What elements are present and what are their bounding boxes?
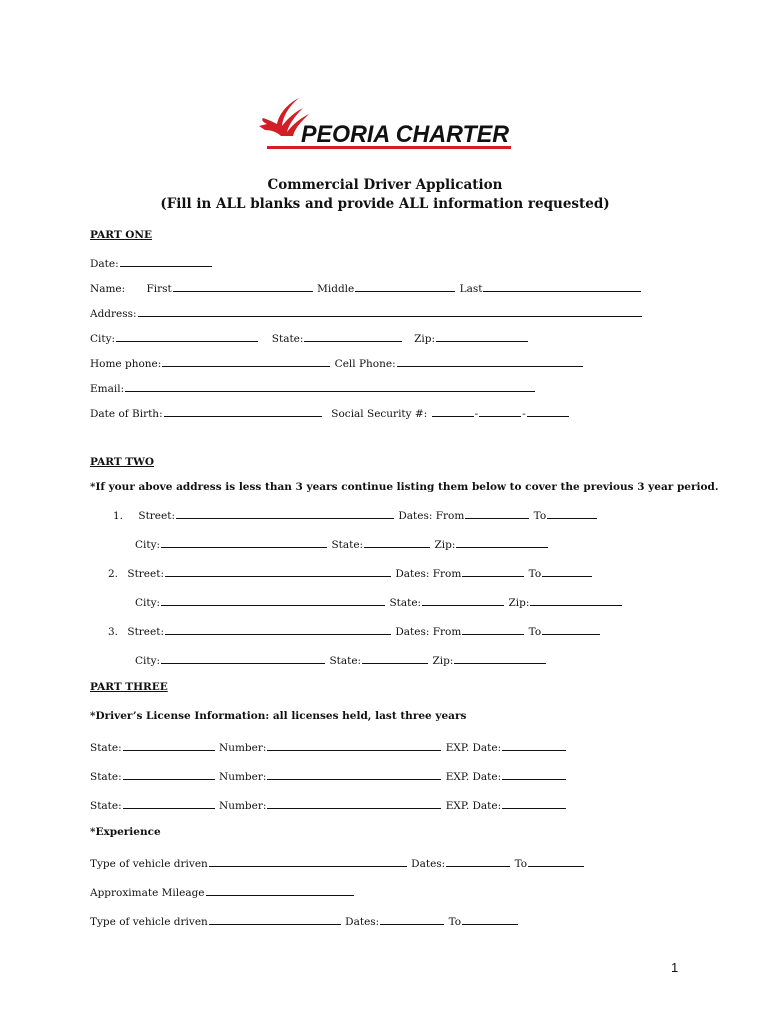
email-row — [90, 380, 536, 395]
state-label: State: — [389, 597, 422, 609]
part-two-heading: PART TWO — [90, 456, 155, 468]
ssn-dash: - — [522, 408, 526, 420]
vehicle-type-label: Type of vehicle driven — [90, 858, 208, 870]
form-title: Commercial Driver Application — [267, 177, 503, 193]
prev-address-2-city-row — [135, 594, 623, 609]
home-phone-field[interactable] — [162, 355, 330, 367]
state-field[interactable] — [362, 652, 428, 664]
middle-label: Middle — [317, 283, 355, 295]
license-state-field[interactable] — [123, 797, 215, 809]
date-row — [90, 255, 213, 270]
vehicle-type-label: Type of vehicle driven — [90, 916, 208, 928]
part-three-heading: PART THREE — [90, 681, 168, 693]
street-label: Street: — [127, 626, 164, 638]
dates-to-field[interactable] — [462, 913, 518, 925]
state-field[interactable] — [364, 536, 430, 548]
form-subtitle: (Fill in ALL blanks and provide ALL information requested) — [160, 196, 610, 212]
zip-field[interactable] — [456, 536, 548, 548]
zip-field[interactable] — [454, 652, 546, 664]
dates-from-field[interactable] — [446, 855, 510, 867]
to-label: To — [448, 916, 462, 928]
dates-from-field[interactable] — [465, 507, 529, 519]
state-field[interactable] — [304, 330, 402, 342]
city-field[interactable] — [161, 652, 325, 664]
license-number-field[interactable] — [267, 739, 441, 751]
license-exp-field[interactable] — [502, 739, 566, 751]
to-label: To — [514, 858, 528, 870]
exp-date-label: EXP. Date: — [445, 771, 502, 783]
license-exp-field[interactable] — [502, 768, 566, 780]
license-row — [90, 797, 567, 812]
mileage-field[interactable] — [206, 884, 354, 896]
dob-label: Date of Birth: — [90, 408, 163, 420]
experience-heading: *Experience — [90, 826, 161, 838]
to-label: To — [528, 568, 542, 580]
ssn-dash: - — [474, 408, 479, 420]
logo-wordmark: PEORIA CHARTER — [301, 121, 510, 148]
dates-to-field[interactable] — [528, 855, 584, 867]
item-number: 1. — [113, 510, 124, 522]
city-label: City: — [135, 655, 161, 667]
license-row — [90, 768, 567, 783]
item-number: 2. — [108, 568, 119, 580]
license-row — [90, 739, 567, 754]
zip-label: Zip: — [508, 597, 530, 609]
state-label: State: — [271, 333, 304, 345]
dates-from-field[interactable] — [462, 565, 524, 577]
dates-to-field[interactable] — [542, 565, 592, 577]
dates-from-field[interactable] — [380, 913, 444, 925]
city-label: City: — [90, 333, 116, 345]
city-label: City: — [135, 597, 161, 609]
page-number: 1 — [671, 960, 679, 975]
to-label: To — [533, 510, 547, 522]
home-phone-label: Home phone: — [90, 358, 162, 370]
exp-date-label: EXP. Date: — [445, 800, 502, 812]
prev-address-3-city-row — [135, 652, 547, 667]
ssn-part3-field[interactable] — [527, 405, 569, 417]
street-label: Street: — [127, 568, 164, 580]
dob-row — [90, 405, 570, 420]
zip-field[interactable] — [436, 330, 528, 342]
street-field[interactable] — [165, 623, 391, 635]
peoria-charter-logo — [255, 96, 515, 154]
dates-to-field[interactable] — [542, 623, 600, 635]
mileage-row — [90, 884, 355, 899]
dob-field[interactable] — [164, 405, 322, 417]
dates-label: Dates: — [411, 858, 446, 870]
vehicle-row-1 — [90, 855, 585, 870]
vehicle-row-2 — [90, 913, 519, 928]
zip-label: Zip: — [434, 539, 456, 551]
street-field[interactable] — [165, 565, 391, 577]
prev-address-3-street-row — [108, 623, 601, 638]
city-row — [90, 330, 529, 345]
ssn-label: Social Security #: — [331, 408, 428, 420]
state-label: State: — [90, 771, 122, 783]
prev-address-1-city-row — [135, 536, 549, 551]
prev-address-2-street-row — [108, 565, 593, 580]
to-label: To — [528, 626, 542, 638]
number-label: Number: — [219, 800, 267, 812]
prev-address-1-street-row — [113, 507, 598, 522]
first-name-field[interactable] — [173, 280, 313, 292]
state-field[interactable] — [422, 594, 504, 606]
item-number: 3. — [108, 626, 119, 638]
zip-label: Zip: — [432, 655, 454, 667]
mileage-label: Approximate Mileage — [90, 887, 205, 899]
cell-phone-field[interactable] — [397, 355, 583, 367]
number-label: Number: — [219, 742, 267, 754]
address-label: Address: — [90, 308, 137, 320]
license-number-field[interactable] — [267, 797, 441, 809]
license-state-field[interactable] — [123, 739, 215, 751]
street-label: Street: — [138, 510, 175, 522]
exp-date-label: EXP. Date: — [445, 742, 502, 754]
email-field[interactable] — [125, 380, 535, 392]
address-row — [90, 305, 643, 320]
middle-name-field[interactable] — [355, 280, 455, 292]
license-info-heading: *Driver’s License Information: all licenses held, last three years — [90, 710, 467, 722]
license-number-field[interactable] — [267, 768, 441, 780]
street-field[interactable] — [176, 507, 394, 519]
license-state-field[interactable] — [123, 768, 215, 780]
state-label: State: — [331, 539, 364, 551]
city-field[interactable] — [161, 536, 327, 548]
email-label: Email: — [90, 383, 125, 395]
last-name-field[interactable] — [483, 280, 641, 292]
date-field[interactable] — [120, 255, 212, 267]
vehicle-type-field[interactable] — [209, 855, 407, 867]
eagle-logo-icon — [255, 96, 515, 154]
first-label: First — [146, 283, 172, 295]
phone-row — [90, 355, 584, 370]
dates-from-field[interactable] — [462, 623, 524, 635]
part-one-heading: PART ONE — [90, 229, 153, 241]
dates-from-label: Dates: From — [395, 626, 462, 638]
date-label: Date: — [90, 258, 119, 270]
ssn-part1-field[interactable] — [432, 405, 474, 417]
address-field[interactable] — [138, 305, 642, 317]
city-label: City: — [135, 539, 161, 551]
dates-from-label: Dates: From — [398, 510, 465, 522]
dates-from-label: Dates: From — [395, 568, 462, 580]
zip-label: Zip: — [414, 333, 436, 345]
city-field[interactable] — [161, 594, 385, 606]
state-label: State: — [329, 655, 362, 667]
zip-field[interactable] — [530, 594, 622, 606]
city-field[interactable] — [116, 330, 258, 342]
dates-to-field[interactable] — [547, 507, 597, 519]
vehicle-type-field[interactable] — [209, 913, 341, 925]
dates-label: Dates: — [345, 916, 380, 928]
state-label: State: — [90, 742, 122, 754]
number-label: Number: — [219, 771, 267, 783]
ssn-part2-field[interactable] — [479, 405, 521, 417]
license-exp-field[interactable] — [502, 797, 566, 809]
cell-phone-label: Cell Phone: — [334, 358, 396, 370]
last-label: Last — [459, 283, 483, 295]
name-label: Name: — [90, 283, 126, 295]
state-label: State: — [90, 800, 122, 812]
previous-address-note: *If your above address is less than 3 years continue listing them below to cover the previous 3 year period. — [90, 481, 719, 493]
name-row — [90, 280, 642, 295]
